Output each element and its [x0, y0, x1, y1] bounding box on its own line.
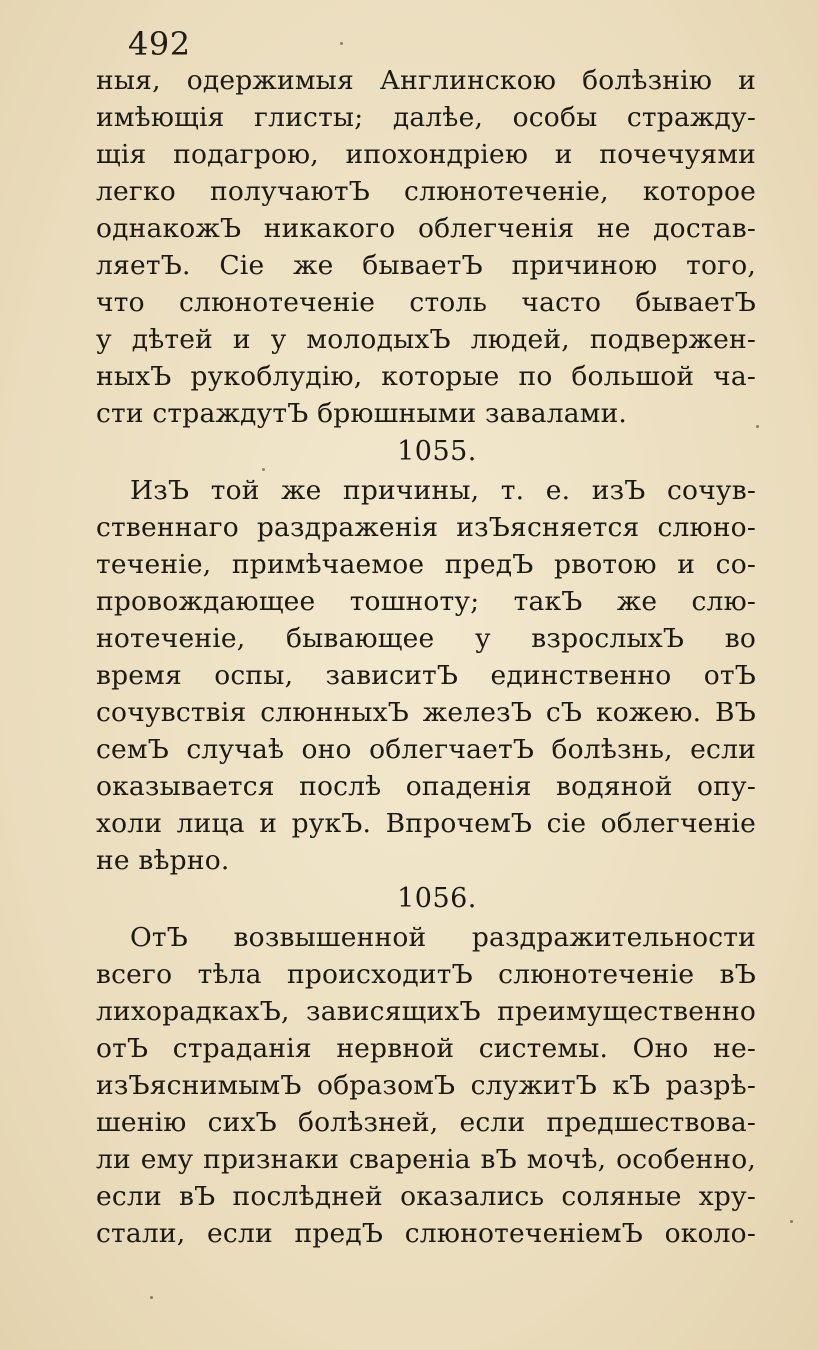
- text-line: у дѣтей и у молодыхЪ людей, подвержен-: [96, 324, 756, 355]
- text-line: нотеченіе, бывающее у взрослыхЪ во: [96, 623, 756, 654]
- text-line: изЪяснимымЪ образомЪ служитЪ кЪ разрѣ-: [96, 1070, 756, 1101]
- text-line: ственнаго раздраженія изЪясняется слюно-: [96, 512, 756, 543]
- text-line: холи лица и рукЪ. ВпрочемЪ сіе облегченіе: [96, 808, 756, 839]
- text-line: оказывается послѣ опаденія водяной опу-: [96, 771, 756, 802]
- text-line: сочувствія слюнныхЪ железЪ сЪ кожею. ВЪ: [96, 697, 756, 728]
- paper-speck: [340, 42, 343, 45]
- paper-speck: [756, 425, 759, 428]
- text-line: ныхЪ рукоблудію, которые по большой ча-: [96, 361, 756, 392]
- section-number: 1056.: [397, 883, 477, 914]
- text-line: ныя, одержимыя Англинскою болѣзнію и: [96, 65, 756, 96]
- page-number: 492: [128, 25, 191, 63]
- text-line: имѣющія глисты; далѣе, особы стражду-: [96, 102, 756, 133]
- text-line: время оспы, зависитЪ единственно отЪ: [96, 660, 756, 691]
- section-number: 1055.: [397, 436, 477, 467]
- text-line: всего тѣла происходитЪ слюнотеченіе вЪ: [96, 959, 756, 990]
- paper-speck: [262, 468, 265, 471]
- text-line: однакожЪ никакого облегченія не достав-: [96, 213, 756, 244]
- text-line: что слюнотеченіе столь часто бываетЪ: [96, 287, 756, 318]
- text-line: если вЪ послѣдней оказались соляные хру-: [96, 1181, 756, 1212]
- text-line: ляетЪ. Сіе же бываетЪ причиною того,: [96, 250, 756, 281]
- text-line: сти страждутЪ брюшными завалами.: [96, 398, 628, 429]
- text-line: ИзЪ той же причины, т. е. изЪ сочув-: [130, 475, 756, 506]
- text-line: отЪ страданія нервной системы. Оно не-: [96, 1033, 756, 1064]
- text-block: [96, 62, 756, 1252]
- text-line: лихорадкахЪ, зависящихЪ преимущественно: [96, 996, 756, 1027]
- text-line: стали, если предЪ слюнотеченіемЪ около-: [96, 1218, 756, 1249]
- text-line: не вѣрно.: [96, 845, 230, 876]
- text-line: теченіе, примѣчаемое предЪ рвотою и со-: [96, 549, 756, 580]
- text-line: ОтЪ возвышенной раздражительности: [130, 922, 756, 953]
- text-line: легко получаютЪ слюнотеченіе, которое: [96, 176, 756, 207]
- text-line: семЪ случаѣ оно облегчаетЪ болѣзнь, если: [96, 734, 756, 765]
- text-line: шенію сихЪ болѣзней, если предшествова-: [96, 1107, 756, 1138]
- text-line: щія подагрою, ипохондріею и почечуями: [96, 139, 756, 170]
- text-line: ли ему признаки свареніа вЪ мочѣ, особенно,: [96, 1144, 756, 1175]
- paper-speck: [150, 1296, 153, 1299]
- text-line: провождающее тошноту; такЪ же слю-: [96, 586, 756, 617]
- paper-speck: [790, 1220, 793, 1223]
